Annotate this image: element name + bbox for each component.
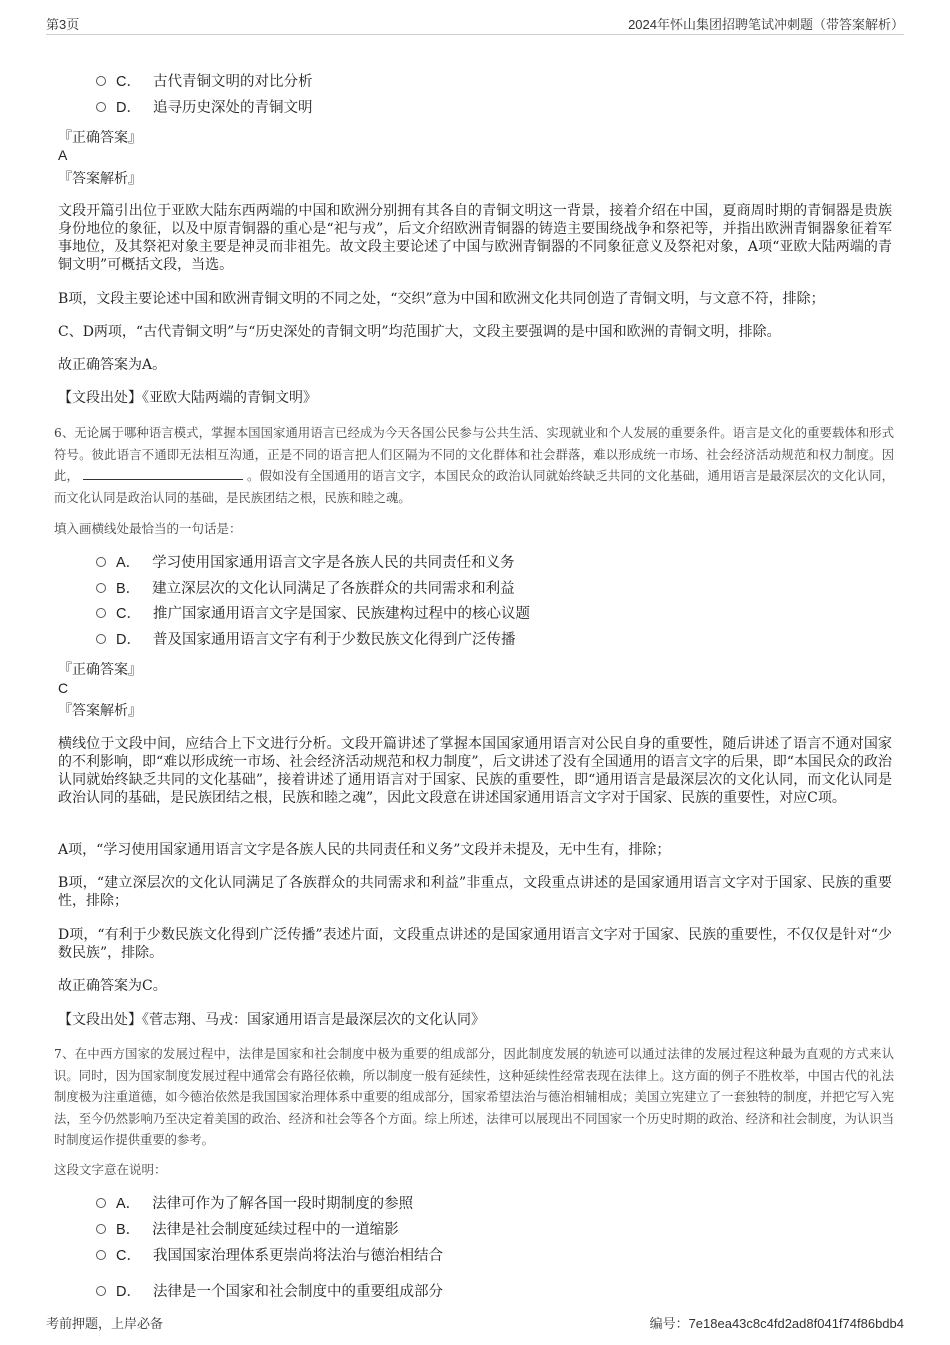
radio-icon[interactable] (96, 557, 106, 567)
answer-value: A (58, 147, 68, 163)
analysis-paragraph: 横线位于文段中间，应结合上下文进行分析。文段开篇讲述了掌握本国国家通用语言对公民自身的重要性，随后讲述了语言不通对国家的不利影响，即“难以形成统一市场、社会经济活动规范和权力制度”，后文讲述了没有全国通用的语言文字的后果，即“本国民众的政治认同就始终缺乏共同的文化基础”，接着讲述了通用语言对于国家、民族的重要性，即“通用语言是最深层次的文化认同，而文化认同是政治认同的基础，是民族团结之根，民族和睦之魂”，因此文段意在讲述国家通用语言文字对于国家、民族的重要性，对应C项。 (58, 736, 892, 806)
analysis-paragraph: A项，“学习使用国家通用语言文字是各族人民的共同责任和义务”文段并未提及，无中生有，排除； (58, 842, 671, 858)
document-title: 2024年怀山集团招聘笔试冲刺题（带答案解析） (628, 17, 904, 32)
q7-option-c[interactable]: C． 我国国家治理体系更崇尚将法治与德治相结合 (96, 1245, 443, 1267)
answer-label: 『正确答案』 (58, 662, 142, 678)
radio-icon[interactable] (96, 634, 106, 644)
radio-icon[interactable] (96, 1224, 106, 1234)
analysis-paragraph: B项，“建立深层次的文化认同满足了各族群众的共同需求和利益”非重点，文段重点讲述的是国家通用语言文字对于国家、民族的重要性，排除； (58, 875, 892, 909)
page-number: 第3页 (46, 17, 80, 32)
q6-option-a[interactable]: A． 学习使用国家通用语言文字是各族人民的共同责任和义务 (96, 552, 515, 574)
footer-slogan: 考前押题，上岸必备 (46, 1316, 164, 1331)
radio-icon[interactable] (96, 76, 106, 86)
question-prompt: 填入画横线处最恰当的一句话是： (54, 521, 242, 536)
q7-option-a[interactable]: A． 法律可作为了解各国一段时期制度的参照 (96, 1193, 413, 1215)
analysis-paragraph: 故正确答案为A。 (58, 357, 167, 373)
source-note: 【文段出处】《菅志翔、马戎：国家通用语言是最深层次的文化认同》 (58, 1012, 485, 1028)
q7-option-d[interactable]: D． 法律是一个国家和社会制度中的重要组成部分 (96, 1281, 443, 1303)
q7-option-b[interactable]: B． 法律是社会制度延续过程中的一道缩影 (96, 1219, 399, 1241)
radio-icon[interactable] (96, 1286, 106, 1296)
analysis-paragraph: B项，文段主要论述中国和欧洲青铜文明的不同之处，“交织”意为中国和欧洲文化共同创造了青铜文明，与文意不符，排除； (58, 291, 825, 307)
radio-icon[interactable] (96, 1198, 106, 1208)
answer-label: 『正确答案』 (58, 130, 142, 146)
question-stem: 6、无论属于哪种语言模式，掌握本国国家通用语言已经成为今天各国公民参与公共生活、实现就业和个人发展的重要条件。语言是文化的重要载体和形式符号。彼此语言不通即无法相互沟通，正是不同的语言把人们区隔为不同的文化群体和社会群落，难以形成统一市场、社会经济活动规范和权力制度。因此， 。假如没有全国通用的语言文字，本国民众的政治认同就始终缺乏共同的文化基础，通用语言是最深层次的文化认同，而文化认同是政治认同的基础，是民族团结之根，民族和睦之魂。 (54, 426, 894, 505)
radio-icon[interactable] (96, 1250, 106, 1260)
analysis-paragraph: 故正确答案为C。 (58, 978, 167, 994)
document-id: 编号：7e18ea43c8c4fd2ad8f041f74f86bdb4 (649, 1316, 904, 1331)
q6-option-d[interactable]: D． 普及国家通用语言文字有利于少数民族文化得到广泛传播 (96, 629, 515, 651)
analysis-label: 『答案解析』 (58, 171, 142, 187)
q5-option-d[interactable]: D． 追寻历史深处的青铜文明 (96, 97, 312, 119)
radio-icon[interactable] (96, 583, 106, 593)
analysis-paragraph: D项，“有利于少数民族文化得到广泛传播”表述片面，文段重点讲述的是国家通用语言文字对于国家、民族的重要性，不仅仅是针对“少数民族”，排除。 (58, 927, 892, 961)
analysis-paragraph: 文段开篇引出位于亚欧大陆东西两端的中国和欧洲分别拥有其各自的青铜文明这一背景，接着介绍在中国，夏商周时期的青铜器是贵族身份地位的象征，以及中原青铜器的重心是“祀与戎”，后文介绍欧洲青铜器的铸造主要围绕战争和祭祀等，并指出欧洲青铜器象征着军事地位，及其祭祀对象主要是神灵而非祖先。故文段主要论述了中国与欧洲青铜器的不同象征意义及祭祀对象，A项“亚欧大陆两端的青铜文明”可概括文段，当选。 (58, 203, 892, 273)
answer-value: C (58, 680, 69, 696)
radio-icon[interactable] (96, 608, 106, 618)
analysis-paragraph: C、D两项，“古代青铜文明”与“历史深处的青铜文明”均范围扩大，文段主要强调的是中国和欧洲的青铜文明，排除。 (58, 324, 781, 340)
q5-option-c[interactable]: C． 古代青铜文明的对比分析 (96, 71, 312, 93)
fill-blank (83, 467, 243, 480)
radio-icon[interactable] (96, 102, 106, 112)
question-stem: 7、在中西方国家的发展过程中，法律是国家和社会制度中极为重要的组成部分，因此制度发展的轨迹可以通过法律的发展过程这种最为直观的方式来认识。同时，因为国家制度发展过程中通常会有路径依赖，所以制度一般有延续性，这种延续性经常表现在法律上。这方面的例子不胜枚举，中国古代的礼法制度极为注重道德，如今德治依然是我国国家治理体系中重要的组成部分，国家希望法治与德治相辅相成；美国立宪建立了一套独特的制度，并把它写入宪法，至今仍然影响乃至决定着美国的政治、经济和社会等各个方面。综上所述，法律可以展现出不同国家一个历史时期的政治、经济和社会制度，为认识当时制度运作提供重要的参考。 (54, 1047, 894, 1147)
question-prompt: 这段文字意在说明： (54, 1162, 167, 1177)
q6-option-b[interactable]: B． 建立深层次的文化认同满足了各族群众的共同需求和利益 (96, 578, 515, 600)
source-note: 【文段出处】《亚欧大陆两端的青铜文明》 (58, 390, 317, 406)
analysis-label: 『答案解析』 (58, 703, 142, 719)
page-header (46, 14, 904, 35)
q6-option-c[interactable]: C． 推广国家通用语言文字是国家、民族建构过程中的核心议题 (96, 603, 530, 625)
